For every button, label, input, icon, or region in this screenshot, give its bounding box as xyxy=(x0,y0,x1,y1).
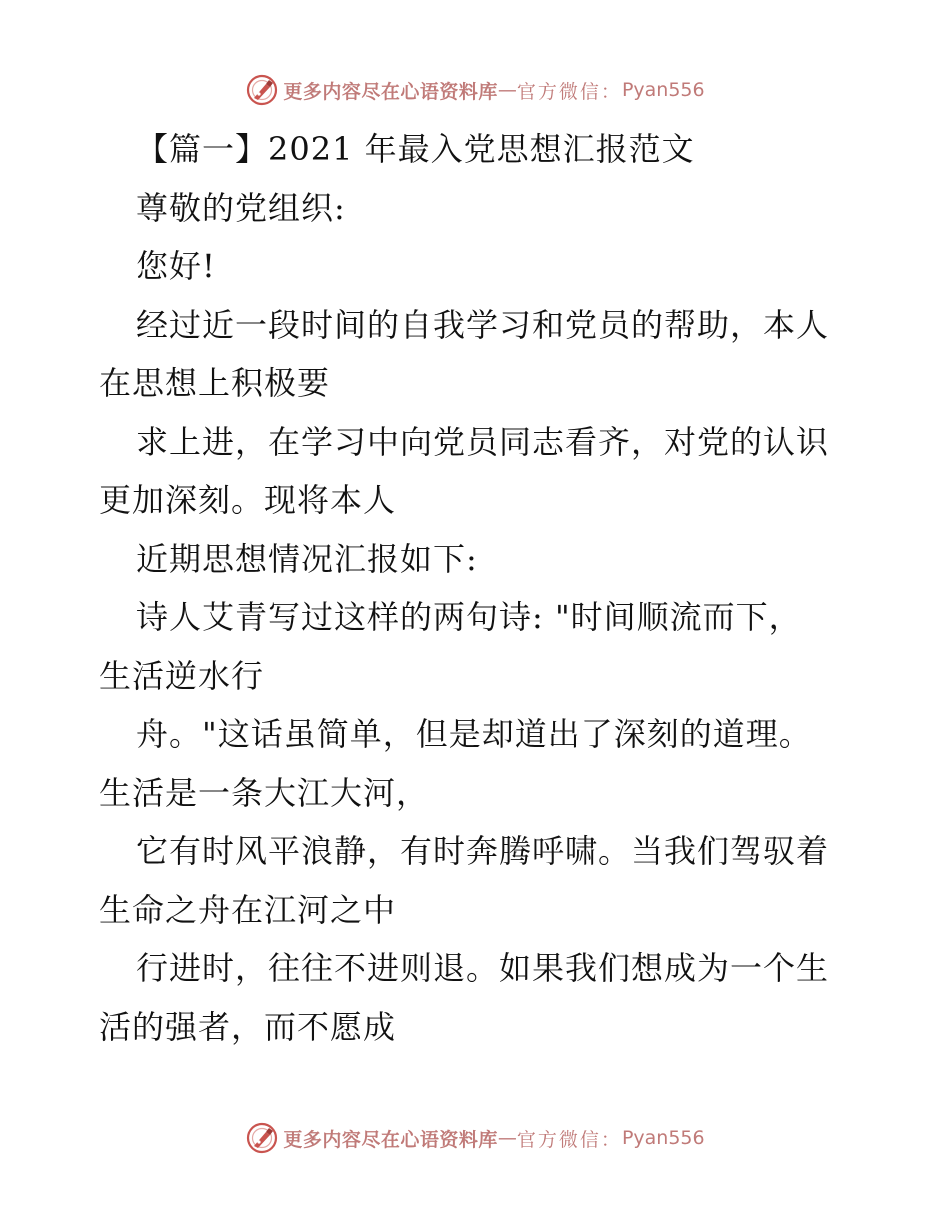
header-banner-text: 更多内容尽在心语资料库 xyxy=(283,80,498,103)
paragraph-line: 求上进，在学习中向党员同志看齐，对党的认识 xyxy=(136,422,830,461)
header-banner-content xyxy=(245,73,704,107)
paragraph-line: 经过近一段时间的自我学习和党员的帮助，本人 xyxy=(136,305,830,344)
document-title: 【篇一】2021 年最入党思想汇报范文 xyxy=(136,130,695,168)
salutation: 尊敬的党组织: xyxy=(136,188,346,227)
footer-wechat-id: Pyan556 xyxy=(621,1127,705,1149)
header-wechat-id: Pyan556 xyxy=(621,79,705,101)
paragraph-line: 在思想上积极要 xyxy=(99,364,331,402)
paragraph-line: 近期思想情况汇报如下: xyxy=(136,539,478,578)
paragraph-line: 生命之舟在江河之中 xyxy=(99,890,397,929)
paragraph-line: 行进时，往往不进则退。如果我们想成为一个生 xyxy=(136,949,830,987)
document-body xyxy=(99,120,859,1056)
header-banner-dash: — xyxy=(497,79,517,101)
footer-wechat-label: 官方微信： xyxy=(516,1128,622,1151)
footer-banner-content xyxy=(245,1121,704,1155)
header-banner xyxy=(0,70,950,110)
header-wechat-label: 官方微信： xyxy=(516,80,622,103)
footer-banner-text: 更多内容尽在心语资料库 xyxy=(283,1128,498,1151)
greeting: 您好! xyxy=(136,247,216,285)
paragraph-line: 活的强者，而不愿成 xyxy=(99,1007,397,1046)
pen-nib-logo-icon xyxy=(245,1121,279,1155)
paragraph-line: 更加深刻。现将本人 xyxy=(99,481,397,519)
footer-banner-dash: — xyxy=(497,1127,517,1149)
pen-nib-logo-icon xyxy=(245,73,279,107)
paragraph-line: 它有时风平浪静，有时奔腾呼啸。当我们驾驭着 xyxy=(136,832,830,870)
paragraph-line: 诗人艾青写过这样的两句诗: "时间顺流而下， xyxy=(136,598,802,636)
paragraph-line: 生活逆水行 xyxy=(99,656,265,695)
footer-banner xyxy=(0,1118,950,1158)
paragraph-line: 生活是一条大江大河， xyxy=(99,773,430,812)
paragraph-line: 舟。"这话虽简单，但是却道出了深刻的道理。 xyxy=(136,715,812,753)
